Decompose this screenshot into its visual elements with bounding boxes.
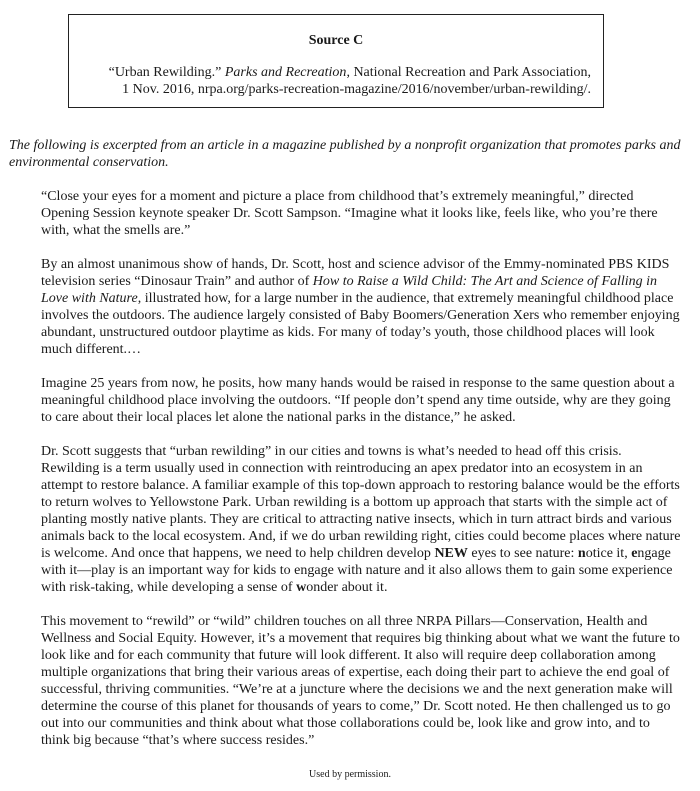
source-title: Source C [308, 33, 364, 48]
paragraph-4-text-c: otice it, [585, 546, 632, 561]
paragraph-1: “Close your eyes for a moment and picture a place from childhood that’s extremely meaningful,” directed Opening Session keynote speaker Dr. Scott Sampson. “Imagine what it looks like, feels like, who you’re there with, what the smells are.” [41, 189, 658, 238]
emphasis-e: e [631, 546, 638, 561]
intro-note: The following is excerpted from an article in a magazine published by a nonprofit organization that promotes parks and environmental conservation. [9, 138, 681, 170]
emphasis-n: n [577, 546, 586, 561]
paragraph-2-text-a: By an almost unanimous show of hands, Dr. Scott, host and science advisor of the Emmy-nominated PBS KIDS television series “Dinosaur Train” and author of [41, 257, 670, 289]
paragraph-3: Imagine 25 years from now, he posits, how many hands would be raised in response to the same question about a meaningful childhood place involving the outdoors. “If people don’t spend any time outside, why are they going to care about their local places let alone the national parks in the distance,” he asked. [41, 376, 675, 425]
permission-note: Used by permission. [309, 769, 391, 780]
source-citation [79, 64, 591, 98]
paragraph-4-text-a: Dr. Scott suggests that “urban rewilding” in our cities and towns is what’s needed to head off this crisis. Rewilding is a term usually used in connection with reintroducing an apex predator into an ecosystem in an attempt to restore balance. A familiar example of this top-down approach to restoring balance would be the efforts to return wolves to Yellowstone Park. Urban rewilding is a bottom up approach that starts with the simple act of planting mostly native plants. They are critical to attracting native insects, which in turn attract birds and various animals back to the local ecosystem. And, if we do urban rewilding right, cities could become places where nature is welcome. And once that happens, we need to help children develop [41, 444, 681, 561]
paragraph-5: This movement to “rewild” or “wild” children touches on all three NRPA Pillars—Conservation, Health and Wellness and Social Equity. However, it’s a movement that requires big thinking about what we want the future to look like and for each community that future will look different. It also will require deep collaboration among multiple organizations that bring their various areas of expertise, each doing their part to achieve the end goal of successful, thriving communities. “We’re at a juncture where the decisions we and the next generation make will determine the course of this planet for thousands of years to come,” Dr. Scott noted. He then challenged us to go out into our communities and think about what those collaborations could be, look like and grow into, and to think big because “that’s where success resides.” [41, 614, 680, 748]
emphasis-w: w [296, 580, 307, 595]
paragraph-4-text-d: ngage with it—play is an important way for kids to engage with nature and it also allows them to gain some experience with risk-taking, while developing a sense of [41, 546, 673, 595]
source-citation-box [68, 14, 604, 108]
citation-title: “Urban Rewilding.” [108, 65, 225, 80]
paragraph-4-text-e: onder about it. [306, 580, 388, 595]
paragraph-4 [41, 443, 681, 596]
book-title: How to Raise a Wild Child: The Art and Science of Falling in Love with Nature [41, 274, 658, 306]
citation-publisher: , National Recreation and Park Association, [346, 65, 591, 80]
citation-publication: Parks and Recreation [224, 65, 347, 80]
paragraph-4-text-b: eyes to see nature: [467, 546, 578, 561]
paragraph-2 [41, 256, 681, 358]
emphasis-new: NEW [434, 546, 468, 561]
paragraph-2-text-b: , illustrated how, for a large number in the audience, that extremely meaningful childhood place involves the outdoors. The audience largely consisted of Baby Boomers/Generation Xers who remember enjoying abundant, unstructured outdoor playtime as kids. For many of today’s youth, those childhood places will look much different.… [41, 291, 680, 357]
citation-date-url: 1 Nov. 2016, nrpa.org/parks-recreation-magazine/2016/november/urban-rewilding/. [122, 82, 591, 97]
article-excerpt [41, 188, 681, 766]
